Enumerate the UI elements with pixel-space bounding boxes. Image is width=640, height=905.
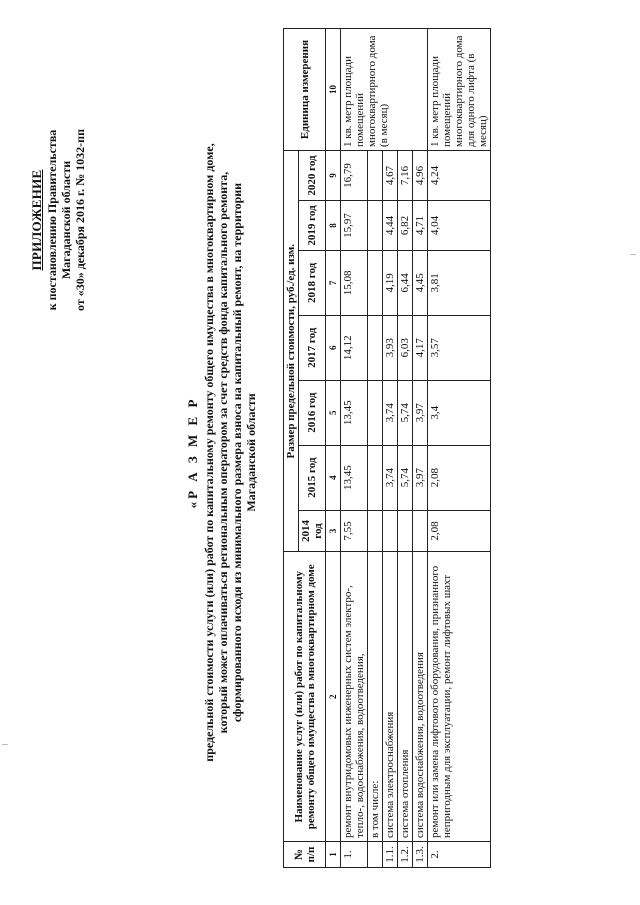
value-2019 xyxy=(368,200,383,250)
value-2018: 4,19 xyxy=(383,250,398,315)
row-name: в том числе: xyxy=(368,552,383,842)
scan-edge-mark xyxy=(630,254,636,255)
column-index: 9 xyxy=(326,151,341,201)
value-2015: 3,97 xyxy=(413,445,428,510)
table-row xyxy=(383,29,398,868)
row-number: 1.2. xyxy=(398,842,413,868)
row-number: 1. xyxy=(341,842,368,868)
value-2016: 3,4 xyxy=(428,380,491,445)
scan-edge-mark xyxy=(2,744,8,745)
value-2019: 4,71 xyxy=(413,200,428,250)
column-index: 8 xyxy=(326,200,341,250)
value-2017: 3,57 xyxy=(428,315,491,380)
column-index: 1 xyxy=(326,842,341,868)
header-year: 2015 год xyxy=(299,445,326,510)
value-2015 xyxy=(368,445,383,510)
row-name: система водоснабжения, водоотведения xyxy=(413,552,428,842)
table-row xyxy=(341,29,368,868)
value-2017: 14,12 xyxy=(341,315,368,380)
value-2017: 4,17 xyxy=(413,315,428,380)
value-2014: 7,55 xyxy=(341,510,368,552)
appendix-line: к постановлению Правительства xyxy=(45,129,59,311)
appendix-line: Магаданской области xyxy=(59,160,73,280)
column-index: 3 xyxy=(326,510,341,552)
column-index: 5 xyxy=(326,380,341,445)
row-name: ремонт или замена лифтового оборудования, признанного непригодным для эксплуатации, ремонт лифтовых шахт xyxy=(428,552,491,842)
value-2019: 4,44 xyxy=(383,200,398,250)
header-name: Наименование услуг (или) работ по капитальному ремонту общего имущества в многоквартирном доме xyxy=(284,552,326,842)
value-2018: 6,44 xyxy=(398,250,413,315)
value-2017: 3,93 xyxy=(383,315,398,380)
value-2018: 3,81 xyxy=(428,250,491,315)
row-unit: 1 кв. метр площади помещений многоквартирного дома для одного лифта (в месяц) xyxy=(428,29,491,151)
value-2019: 6,82 xyxy=(398,200,413,250)
value-2016: 3,97 xyxy=(413,380,428,445)
value-2015: 2,08 xyxy=(428,445,491,510)
table-row xyxy=(368,29,383,868)
value-2020: 4,67 xyxy=(383,151,398,201)
header-year: 2016 год xyxy=(299,380,326,445)
column-index: 7 xyxy=(326,250,341,315)
value-2016: 3,74 xyxy=(383,380,398,445)
value-2014 xyxy=(368,510,383,552)
value-2014 xyxy=(398,510,413,552)
row-number: 1.1. xyxy=(383,842,398,868)
value-2014 xyxy=(413,510,428,552)
appendix-line: от «30» декабря 2016 г. № 1032-пп xyxy=(73,129,87,312)
subtitle-line: сформированного исходя из минимального размера взноса на капитальный ремонт, на территории xyxy=(230,182,244,723)
document-subtitle xyxy=(202,25,258,880)
document-title: «Р А З М Е Р xyxy=(185,396,200,509)
appendix-header xyxy=(30,55,87,385)
header-unit: Единица измерения xyxy=(284,29,326,151)
row-number: 2. xyxy=(428,842,491,868)
value-2018: 15,08 xyxy=(341,250,368,315)
row-number xyxy=(368,842,383,868)
column-index: 2 xyxy=(326,552,341,842)
value-2016: 13,45 xyxy=(341,380,368,445)
value-2020: 4,96 xyxy=(413,151,428,201)
value-2018 xyxy=(368,250,383,315)
subtitle-line: предельной стоимости услуги (или) работ по капитальному ремонту общего имущества в многоквартирном доме, xyxy=(202,143,216,762)
value-2016: 5,74 xyxy=(398,380,413,445)
header-size: Размер предельной стоимости, руб./ед. изм. xyxy=(284,151,299,552)
value-2020 xyxy=(368,151,383,201)
value-2020: 7,16 xyxy=(398,151,413,201)
cost-table xyxy=(283,28,491,868)
value-2019: 15,97 xyxy=(341,200,368,250)
column-index: 6 xyxy=(326,315,341,380)
value-2015: 13,45 xyxy=(341,445,368,510)
row-name: система электроснабжения xyxy=(383,552,398,842)
value-2018: 4,45 xyxy=(413,250,428,315)
header-year: 2017 год xyxy=(299,315,326,380)
value-2016 xyxy=(368,380,383,445)
header-year: 2020 год xyxy=(299,151,326,201)
table-row xyxy=(428,29,491,868)
table-row xyxy=(398,29,413,868)
row-number: 1.3. xyxy=(413,842,428,868)
header-year: 2018 год xyxy=(299,250,326,315)
header-no: № п/п xyxy=(284,842,326,868)
header-year: 2019 год xyxy=(299,200,326,250)
value-2014: 2,08 xyxy=(428,510,491,552)
value-2014 xyxy=(383,510,398,552)
header-year: 2014 год xyxy=(299,510,326,552)
appendix-label: ПРИЛОЖЕНИЕ xyxy=(29,169,44,271)
value-2019: 4,04 xyxy=(428,200,491,250)
subtitle-line: Магаданской области xyxy=(244,393,258,512)
value-2020: 4,24 xyxy=(428,151,491,201)
value-2017: 6,03 xyxy=(398,315,413,380)
column-index: 4 xyxy=(326,445,341,510)
table-row xyxy=(413,29,428,868)
value-2017 xyxy=(368,315,383,380)
value-2015: 5,74 xyxy=(398,445,413,510)
column-index: 10 xyxy=(326,29,341,151)
row-unit: 1 кв. метр площади помещений многоквартирного дома (в месяц) xyxy=(341,29,428,151)
row-name: ремонт внутридомовых инженерных систем электро-, тепло-, водоснабжения, водоотведения, xyxy=(341,552,368,842)
value-2015: 3,74 xyxy=(383,445,398,510)
value-2020: 16,79 xyxy=(341,151,368,201)
subtitle-line: который может оплачиваться региональным оператором за счет средств фонда капитального ремонта, xyxy=(216,171,230,734)
row-name: система отопления xyxy=(398,552,413,842)
